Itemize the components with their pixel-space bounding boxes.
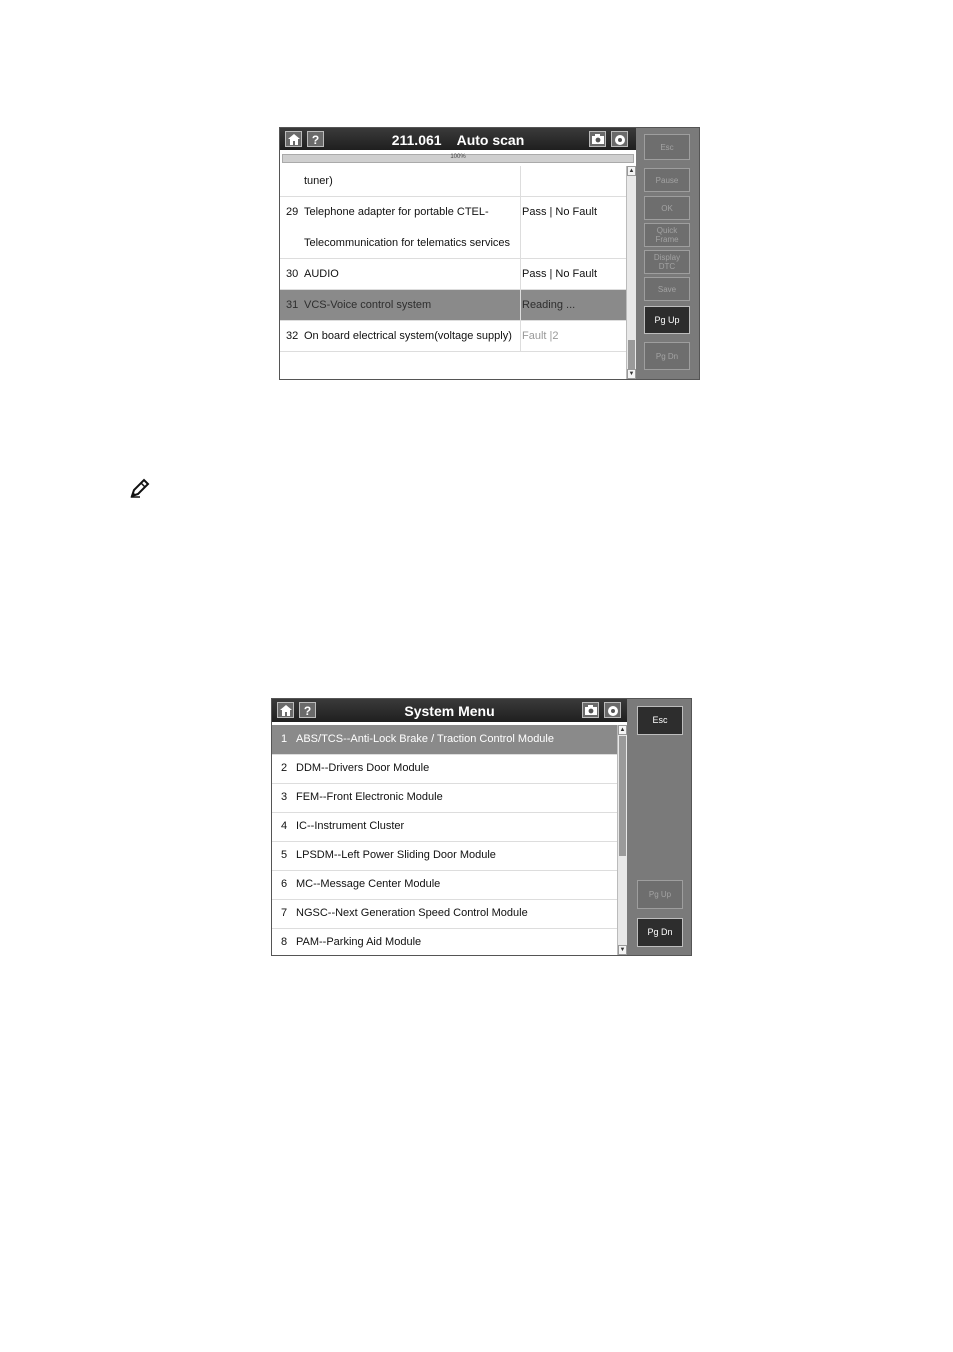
record-icon[interactable]	[611, 131, 628, 147]
scroll-down-arrow-icon[interactable]: ▼	[628, 371, 635, 377]
row-result: Pass | No Fault	[522, 206, 597, 218]
scroll-thumb[interactable]	[628, 340, 635, 370]
save-button[interactable]: Save	[644, 277, 690, 301]
row-result: Fault |2	[522, 330, 559, 342]
item-label: MC--Message Center Module	[296, 878, 441, 890]
esc-button[interactable]: Esc	[637, 706, 683, 735]
auto-scan-titlebar	[280, 128, 636, 150]
row-result: Pass | No Fault	[522, 268, 597, 280]
item-number: 4	[281, 820, 288, 832]
item-label: PAM--Parking Aid Module	[296, 936, 422, 948]
column-divider	[520, 166, 521, 196]
column-divider	[520, 197, 521, 258]
column-divider	[520, 290, 521, 320]
item-number: 2	[281, 762, 288, 774]
row-description: AUDIO	[304, 268, 339, 280]
item-label: IC--Instrument Cluster	[296, 820, 405, 832]
row-description: On board electrical system(voltage supply)	[304, 330, 512, 342]
pg-dn-button[interactable]: Pg Dn	[644, 342, 690, 370]
list-item[interactable]	[272, 899, 617, 929]
system-menu-device	[271, 698, 692, 956]
item-number: 7	[281, 907, 288, 919]
quick-frame-button[interactable]: Quick Frame	[644, 223, 690, 247]
pg-dn-button[interactable]: Pg Dn	[637, 918, 683, 947]
row-description: Telecommunication for telematics services	[304, 237, 511, 249]
row-description: VCS-Voice control system	[304, 299, 432, 311]
camera-icon[interactable]	[589, 131, 606, 147]
scroll-up-arrow-icon[interactable]: ▲	[628, 168, 635, 174]
row-number: 29	[286, 206, 299, 218]
scan-progress-bar	[282, 154, 634, 163]
item-number: 1	[281, 733, 288, 745]
list-item[interactable]	[272, 754, 617, 784]
table-row[interactable]	[280, 166, 626, 197]
item-label: FEM--Front Electronic Module	[296, 791, 443, 803]
item-label: NGSC--Next Generation Speed Control Module	[296, 907, 528, 919]
system-menu-titlebar	[272, 699, 627, 722]
row-number: 32	[286, 330, 299, 342]
esc-button[interactable]: Esc	[644, 134, 690, 160]
scroll-down-arrow-icon[interactable]: ▼	[619, 947, 626, 953]
row-description: Telephone adapter for portable CTEL-	[304, 206, 489, 218]
item-number: 3	[281, 791, 288, 803]
scroll-up-arrow-icon[interactable]: ▲	[619, 727, 626, 733]
table-row[interactable]	[280, 259, 626, 290]
column-divider	[520, 259, 521, 289]
row-number: 31	[286, 299, 299, 311]
table-row[interactable]	[280, 197, 626, 259]
item-label: LPSDM--Left Power Sliding Door Module	[296, 849, 496, 861]
scan-results-list	[280, 166, 626, 379]
list-item[interactable]	[272, 841, 617, 871]
item-label: DDM--Drivers Door Module	[296, 762, 430, 774]
list-item[interactable]	[272, 783, 617, 813]
table-row[interactable]	[280, 290, 626, 321]
pg-up-button[interactable]: Pg Up	[644, 306, 690, 334]
row-result: Reading ...	[522, 299, 576, 311]
column-divider	[520, 321, 521, 351]
pause-button[interactable]: Pause	[644, 168, 690, 192]
record-icon[interactable]	[604, 702, 621, 718]
system-menu-screen	[272, 699, 627, 955]
camera-icon[interactable]	[582, 702, 599, 718]
pg-up-button[interactable]: Pg Up	[637, 880, 683, 909]
pencil-note-icon	[130, 478, 152, 503]
list-item[interactable]	[272, 870, 617, 900]
auto-scan-device	[279, 127, 700, 380]
scroll-thumb[interactable]	[619, 736, 626, 856]
system-menu-list	[272, 725, 617, 955]
ok-button[interactable]: OK	[644, 196, 690, 220]
auto-scan-screen	[280, 128, 636, 379]
item-number: 6	[281, 878, 288, 890]
help-icon[interactable]: ?	[307, 131, 324, 147]
item-label: ABS/TCS--Anti-Lock Brake / Traction Control Module	[296, 733, 554, 745]
scan-progress-label: 100%	[450, 154, 466, 160]
list-item[interactable]	[272, 928, 617, 955]
page-title: System Menu	[404, 703, 495, 719]
page-title: 211.061 Auto scan	[391, 132, 525, 148]
menu-scrollbar[interactable]	[617, 725, 627, 955]
list-item[interactable]	[272, 725, 617, 755]
scan-scrollbar[interactable]	[626, 166, 636, 379]
display-dtc-button[interactable]: Display DTC	[644, 250, 690, 274]
row-number: 30	[286, 268, 299, 280]
table-row[interactable]	[280, 321, 626, 352]
list-item[interactable]	[272, 812, 617, 842]
item-number: 8	[281, 936, 288, 948]
row-description: tuner)	[304, 175, 333, 187]
item-number: 5	[281, 849, 288, 861]
help-icon[interactable]: ?	[299, 702, 316, 718]
